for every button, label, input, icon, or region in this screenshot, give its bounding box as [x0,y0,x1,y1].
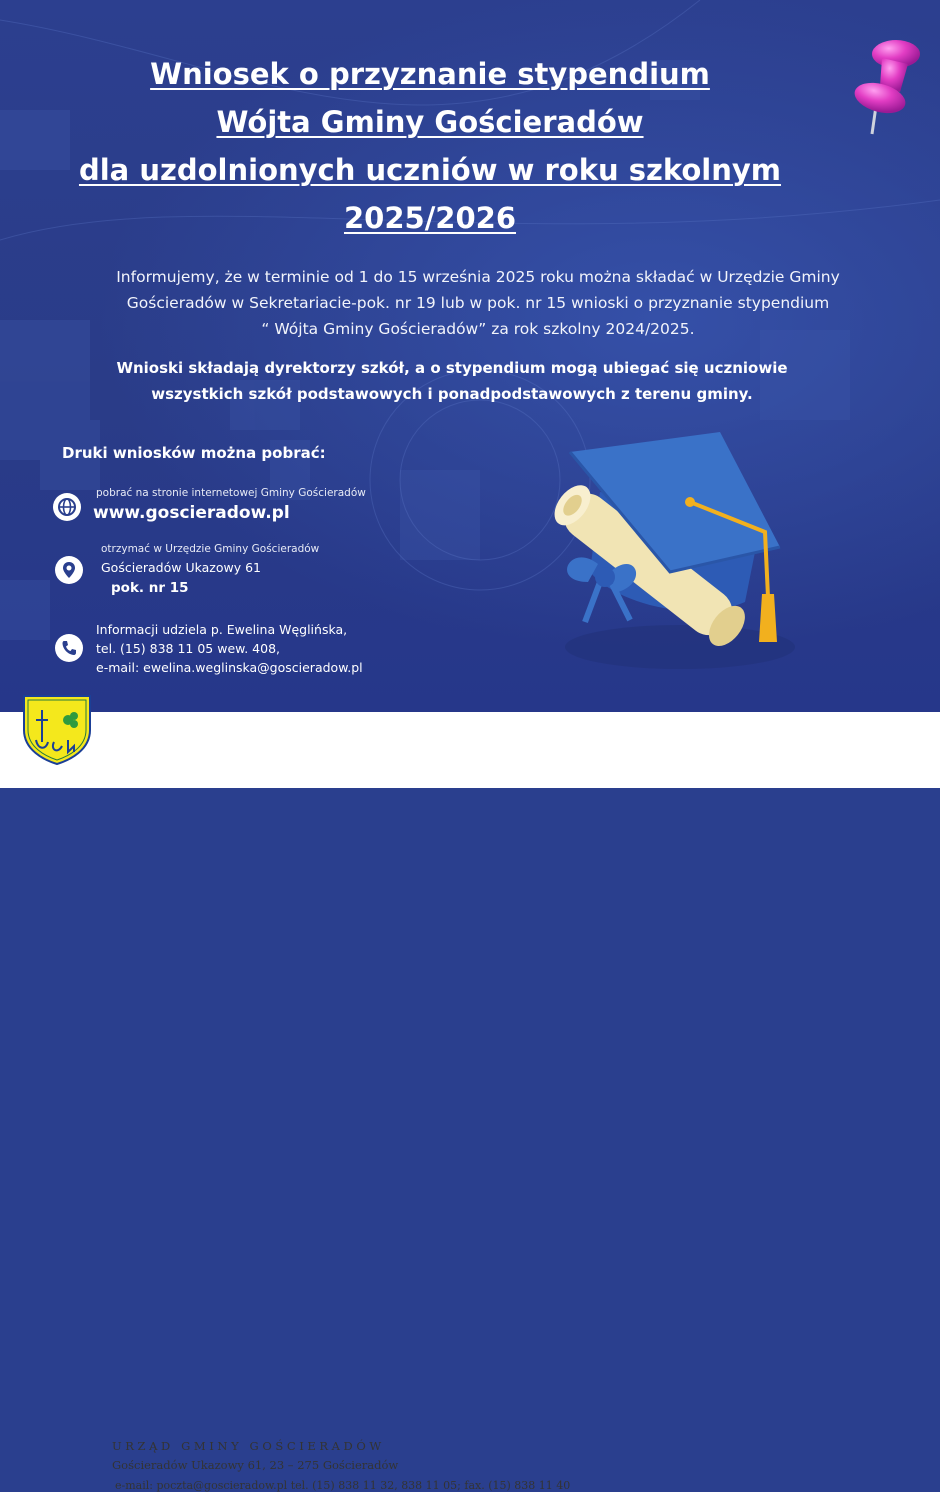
title-line-4: 2025/2026 [343,201,517,235]
applicants-line-2: wszystkich szkół podstawowych i ponadpodstawowych z terenu gminy. [151,385,753,403]
footer [0,712,940,1492]
page-title [20,50,840,242]
web-caption: pobrać na stronie internetowej Gminy Gościeradów [96,487,366,499]
office-caption: otrzymać w Urzędzie Gminy Gościeradów [101,543,320,555]
footer-office-name: URZĄD GMINY GOŚCIERADÓW [112,1439,385,1453]
pushpin-icon [850,36,922,136]
info-paragraph [50,264,906,342]
downloads-heading: Druki wniosków można pobrać: [62,444,326,462]
footer-contacts: e-mail: poczta@goscieradow.pl tel. (15) 838 11 32, 838 11 05; fax. (15) 838 11 40 [115,1479,571,1492]
info-line-1: Informujemy, że w terminie od 1 do 15 września 2025 roku można składać w Urzędzie Gminy [116,268,840,286]
info-line-2: Gościeradów w Sekretariacie-pok. nr 19 lub w pok. nr 15 wnioski o przyznanie stypendium [126,294,830,312]
phone-icon [55,634,83,662]
footer-address: Gościeradów Ukazowy 61, 23 – 275 Gościeradów [112,1458,399,1472]
contact-info [96,620,363,677]
poster [0,0,940,712]
globe-icon [53,493,81,521]
location-pin-icon [55,556,83,584]
contact-line-1: Informacji udziela p. Ewelina Węglińska, [96,622,348,637]
applicants-paragraph [62,355,842,407]
contact-line-2: tel. (15) 838 11 05 wew. 408, [96,641,281,656]
office-room: pok. nr 15 [111,580,189,596]
office-address: Gościeradów Ukazowy 61 [101,560,261,575]
website-link[interactable]: www.goscieradow.pl [93,503,290,523]
contact-email[interactable]: e-mail: ewelina.weglinska@goscieradow.pl [96,660,363,675]
title-line-3: dla uzdolnionych uczniów w roku szkolnym [78,153,782,187]
graduation-cap-diploma-icon [530,432,820,682]
title-line-1: Wniosek o przyznanie stypendium [150,57,710,91]
info-line-3: “ Wójta Gminy Gościeradów” za rok szkolny 2024/2025. [261,320,695,338]
crest-logo [20,690,94,766]
title-line-2: Wójta Gminy Gościeradów [216,105,644,139]
applicants-line-1: Wnioski składają dyrektorzy szkół, a o stypendium mogą ubiegać się uczniowie [116,359,788,377]
